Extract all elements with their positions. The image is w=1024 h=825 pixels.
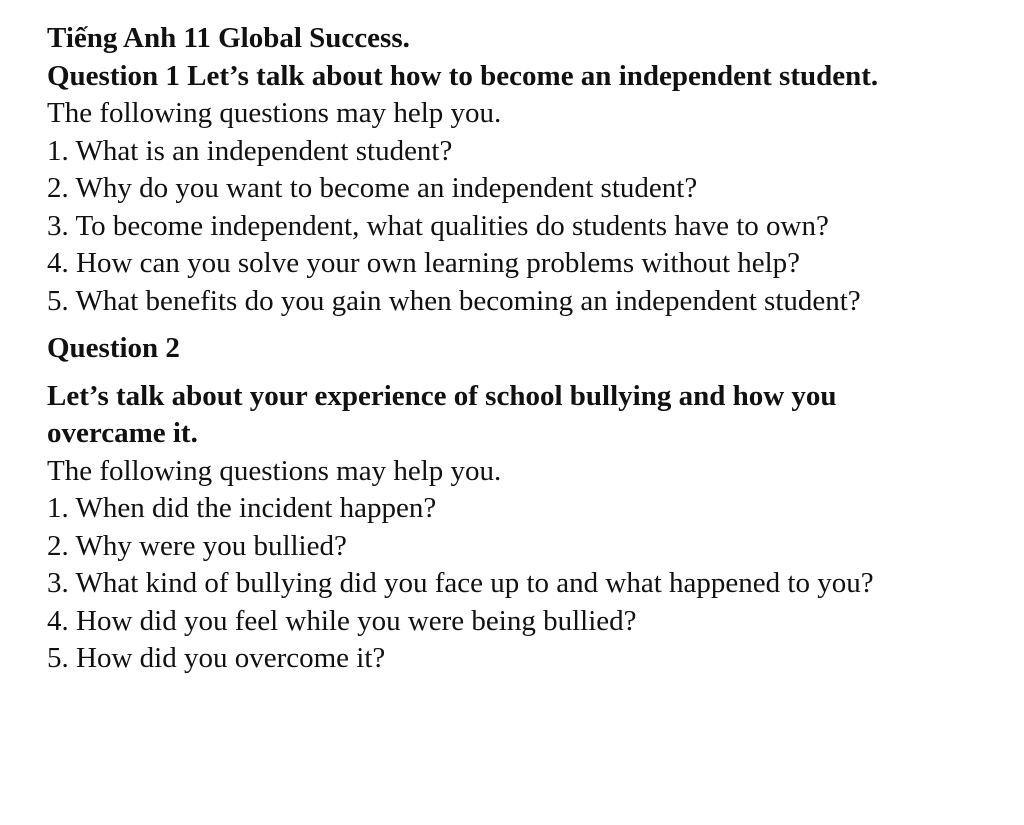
question-2-item: 3. What kind of bullying did you face up to and what happened to you? (47, 567, 874, 599)
document-title: Tiếng Anh 11 Global Success. (47, 22, 410, 54)
question-2-list (47, 490, 1007, 678)
question-2-prompt-line-2: overcame it. (47, 417, 198, 449)
question-1-item: 3. To become independent, what qualities do students have to own? (47, 209, 829, 242)
question-1-item: 1. What is an independent student? (47, 134, 453, 167)
question-2-prompt-line-1: Let’s talk about your experience of school bullying and how you (47, 379, 837, 412)
question-2-item: 4. How did you feel while you were being bullied? (47, 604, 637, 637)
question-1-item: 5. What benefits do you gain when becoming an independent student? (47, 284, 861, 317)
question-2-item: 1. When did the incident happen? (47, 492, 437, 524)
question-2-item: 2. Why were you bullied? (47, 529, 347, 562)
question-2-intro: The following questions may help you. (47, 454, 502, 487)
question-2-item: 5. How did you overcome it? (47, 642, 386, 674)
question-1-heading: Question 1 Let’s talk about how to become an independent student. (47, 59, 879, 92)
question-1-intro: The following questions may help you. (47, 97, 502, 129)
document-body (47, 20, 1007, 678)
question-2-heading: Question 2 (47, 332, 180, 364)
question-1-item: 2. Why do you want to become an independent student? (47, 172, 698, 204)
question-2-prompt (47, 378, 1007, 453)
question-1-list (47, 133, 1007, 321)
question-1-item: 4. How can you solve your own learning problems without help? (47, 247, 801, 279)
